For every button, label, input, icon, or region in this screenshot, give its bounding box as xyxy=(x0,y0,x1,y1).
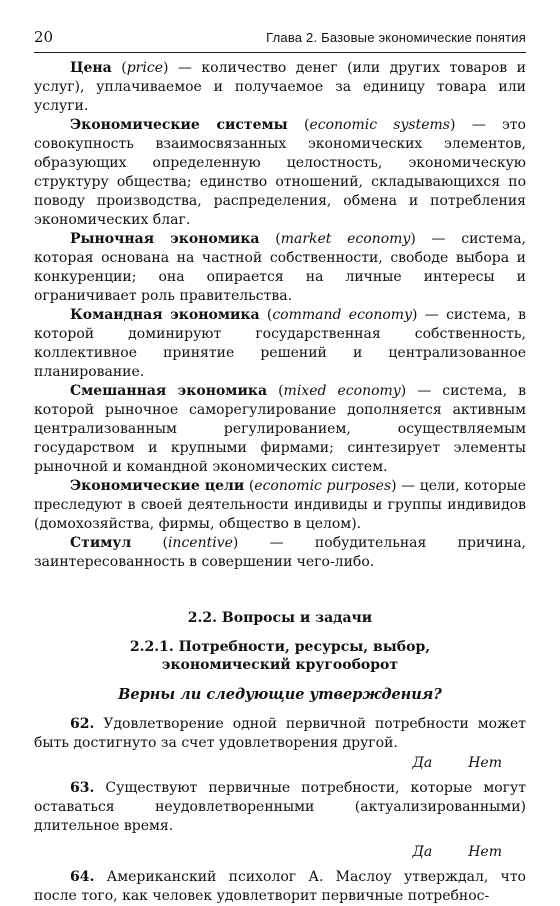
term: Командная экономика xyxy=(70,307,260,323)
term-english: market economy xyxy=(280,231,411,247)
definition-price: Цена (price) — количество денег (или других товаров и услуг), уплачиваемое и получаемое за единицу товара или услуги. xyxy=(34,60,526,114)
question-number: 62. xyxy=(70,716,95,732)
subsection-title-line1: 2.2.1. Потребности, ресурсы, выбор, xyxy=(129,639,431,655)
true-false-heading: Верны ли следующие утверждения? xyxy=(118,686,442,703)
definition-incentive: Стимул (incentive) — побудительная причина, заинтересованность в совершении чего-либо. xyxy=(34,535,526,570)
question-62 xyxy=(34,715,526,753)
definition-economic-systems: Экономические системы (economic systems) — это совокупность взаимосвязанных экономических элементов, образующих определенную целостность, экономическую структуру общества; единство отношений, складывающихся по поводу производства, распределения, обмена и потребления экономических благ. xyxy=(34,117,526,228)
book-page xyxy=(34,28,526,906)
answer-options xyxy=(34,755,526,771)
term: Экономические цели xyxy=(70,478,245,494)
answer-no: Нет xyxy=(468,755,502,771)
question-text: Удовлетворение одной первичной потребности может быть достигнуто за счет удовлетворения другой. xyxy=(34,716,526,751)
answer-options xyxy=(34,844,526,860)
term-english: economic purposes xyxy=(254,478,392,494)
definition-text: — система, в которой доминируют государственная собственность, коллективное принятие решений и централизованное планирование. xyxy=(34,307,526,380)
question-text: Существуют первичные потребности, которые могут оставаться неудовлетворенными (актуализированными) длительное время. xyxy=(34,780,526,834)
running-title: Глава 2. Базовые экономические понятия xyxy=(266,30,526,45)
question-number: 64. xyxy=(70,869,95,885)
answer-yes: Да xyxy=(412,844,433,860)
definition-command-economy: Командная экономика (command economy) — система, в которой доминируют государственная собственность, коллективное принятие решений и централизованное планирование. xyxy=(34,307,526,380)
definition-text: — система, в которой рыночное саморегулирование дополняется активным централизованным регулированием, осуществляемым государством и крупными фирмами; синтезирует элементы рыночной и командной экономических систем. xyxy=(34,383,526,475)
term: Стимул xyxy=(70,535,132,551)
term-english: incentive xyxy=(167,535,233,551)
term-english: command economy xyxy=(272,307,412,323)
definition-mixed-economy: Смешанная экономика (mixed economy) — система, в которой рыночное саморегулирование дополняется активным централизованным регулированием, осуществляемым государством и крупными фирмами; синтезирует элементы рыночной и командной экономических систем. xyxy=(34,383,526,475)
question-63 xyxy=(34,779,526,836)
subsection-title-line2: экономический кругооборот xyxy=(161,657,399,673)
section-title: 2.2. Вопросы и задачи xyxy=(187,610,373,626)
page-number: 20 xyxy=(34,28,54,46)
definition-text: — количество денег (или других товаров и услуг), уплачиваемое и получаемое за единицу товара или услуги. xyxy=(34,60,526,114)
question-text: Американский психолог А. Маслоу утверждал, что после того, как человек удовлетворит первичные потребнос- xyxy=(34,869,526,904)
definition-text: — цели, которые преследуют в своей деятельности индивиды и группы индивидов (домохозяйства, фирмы, общество в целом). xyxy=(34,478,526,532)
page-header xyxy=(34,28,526,53)
definition-text: — система, которая основана на частной собственности, свободе выбора и конкуренции; она опирается на личные интересы и ограничивает роль правительства. xyxy=(34,231,526,304)
term: Экономические системы xyxy=(70,117,288,133)
term: Цена xyxy=(70,60,112,76)
definition-economic-purposes: Экономические цели (economic purposes) — цели, которые преследуют в своей деятельности индивиды и группы индивидов (домохозяйства, фирмы, общество в целом). xyxy=(34,478,526,532)
question-64 xyxy=(34,868,526,906)
definition-text: — побудительная причина, заинтересованность в совершении чего-либо. xyxy=(34,535,526,570)
answer-yes: Да xyxy=(412,755,433,771)
question-number: 63. xyxy=(70,780,95,796)
term: Рыночная экономика xyxy=(70,231,260,247)
term-english: price xyxy=(126,60,163,76)
definition-text: — это совокупность взаимосвязанных экономических элементов, образующих определенную целостность, экономическую структуру общества; единство отношений, складывающихся по поводу производства, распределения, обмена и потребления экономических благ. xyxy=(34,117,526,228)
answer-no: Нет xyxy=(468,844,502,860)
definition-market-economy: Рыночная экономика (market economy) — система, которая основана на частной собственности, свободе выбора и конкуренции; она опирается на личные интересы и ограничивает роль правительства. xyxy=(34,231,526,304)
subsection-title xyxy=(34,638,526,674)
term-english: mixed economy xyxy=(283,383,401,399)
term: Смешанная экономика xyxy=(70,383,268,399)
term-english: economic systems xyxy=(309,117,450,133)
